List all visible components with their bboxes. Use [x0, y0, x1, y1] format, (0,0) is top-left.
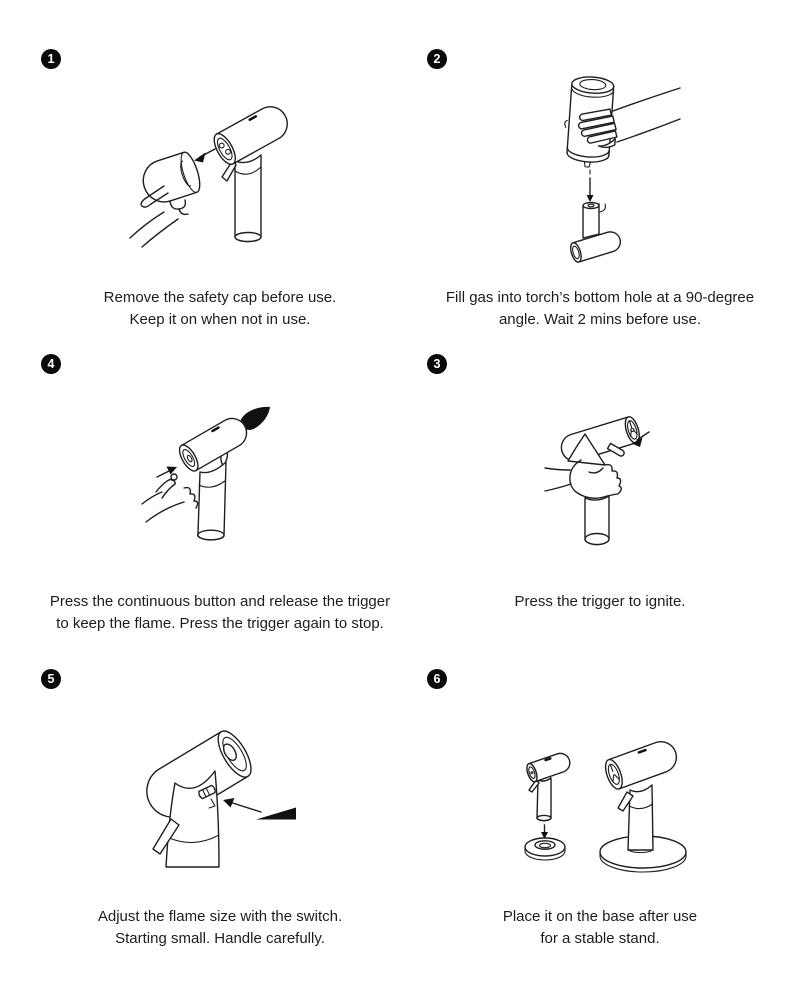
flame-size-wedge-icon [256, 808, 296, 820]
step-panel-5 [30, 665, 410, 980]
torch-small [525, 751, 573, 821]
step-number-badge: 4 [41, 354, 61, 374]
remove-direction-arrow-icon [194, 149, 215, 163]
torch [558, 415, 642, 544]
illustration-continuous-flame [140, 400, 290, 545]
step-number-badge: 2 [427, 49, 447, 69]
caption-line: Remove the safety cap before use. [103, 289, 337, 306]
illustration-base-stand [515, 730, 695, 885]
base-ring [525, 838, 565, 860]
torch-upside-down [569, 203, 623, 264]
safety-cap [138, 150, 204, 207]
caption-line: Adjust the flame size with the switch. [97, 908, 343, 925]
step-number-badge: 6 [427, 669, 447, 689]
caption-line: Fill gas into torch’s bottom hole at a 90-degree [445, 289, 755, 306]
step-panel-6 [410, 665, 790, 980]
step-number-badge: 3 [427, 354, 447, 374]
adjust-direction-arrow-icon [223, 798, 261, 812]
torch [210, 101, 293, 242]
step-number-badge: 5 [41, 669, 61, 689]
illustration-adjust-flame-size [135, 725, 315, 875]
step-panel-4 [30, 350, 410, 650]
down-arrow-icon [587, 170, 594, 202]
step-number-badge: 1 [41, 49, 61, 69]
step-panel-3 [410, 350, 790, 650]
step-caption [30, 906, 410, 950]
caption-line: to keep the flame. Press the trigger again to stop. [56, 615, 384, 632]
step-caption [30, 287, 410, 331]
caption-line: angle. Wait 2 mins before use. [498, 311, 702, 328]
place-down-arrow-icon [541, 825, 548, 839]
illustration-remove-safety-cap [130, 105, 340, 265]
step-panel-2 [410, 40, 790, 345]
caption-line: for a stable stand. [540, 930, 660, 947]
torch-on-base [600, 737, 686, 872]
torch [171, 413, 252, 540]
step-caption [410, 287, 790, 331]
caption-line: Starting small. Handle carefully. [115, 930, 325, 947]
step-panel-1 [30, 40, 410, 345]
hand [142, 480, 198, 523]
caption-line: Press the continuous button and release the trigger [49, 593, 391, 610]
step-caption [410, 906, 790, 950]
illustration-refill-gas [540, 70, 680, 270]
step-caption [30, 591, 410, 635]
hand [576, 88, 680, 153]
caption-line: Press the trigger to ignite. [514, 593, 686, 610]
caption-line: Keep it on when not in use. [129, 311, 311, 328]
illustration-press-trigger [545, 408, 660, 553]
caption-line: Place it on the base after use [502, 908, 698, 925]
hand [545, 460, 621, 498]
continuous-button [171, 474, 177, 480]
torch-closeup [137, 726, 257, 867]
step-caption [410, 591, 790, 613]
